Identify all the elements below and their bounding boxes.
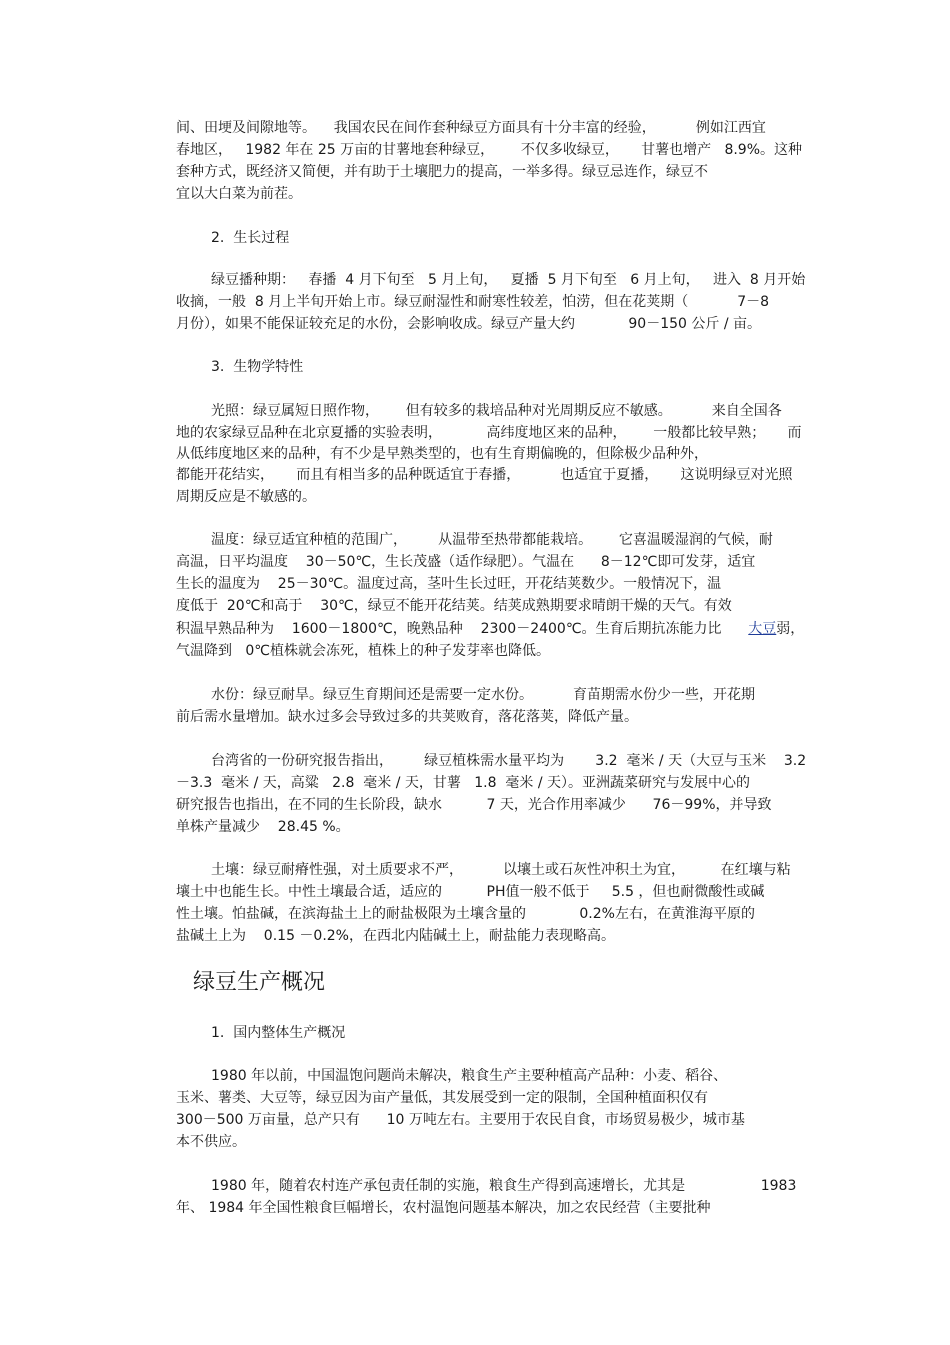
paragraph-soil-line: 土壤：绿豆耐瘠性强，对土质要求不严， 以壤土或石灰性冲积土为宜， 在红壤与粘	[211, 862, 791, 878]
paragraph-temperature-line: 高温，日平均温度 30－50℃，生长茂盛（适作绿肥）。气温在 8－12℃即可发芽，适宜	[176, 554, 756, 570]
paragraph-temperature-line: 度低于 20℃和高于 30℃，绿豆不能开花结荚。结荚成熟期要求晴朗干燥的天气。有效	[176, 598, 732, 614]
paragraph-light-line: 都能开花结实， 而且有相当多的品种既适宜于春播， 也适宜于夏播， 这说明绿豆对光照	[176, 467, 793, 483]
paragraph-water-line: 水份：绿豆耐旱。绿豆生育期间还是需要一定水份。 育苗期需水份少一些，开花期	[211, 687, 756, 703]
paragraph-soil-line: 性土壤。怕盐碱，在滨海盐土上的耐盐极限为土壤含量的 0.2%左右，在黄淮海平原的	[176, 906, 755, 922]
paragraph-intercropping-line: 春地区， 1982 年在 25 万亩的甘薯地套种绿豆， 不仅多收绿豆， 甘薯也增产 8.9%。这种	[176, 142, 803, 158]
paragraph-water-line: 前后需水量增加。缺水过多会导致过多的共荚败育，落花落荚，降低产量。	[176, 709, 638, 725]
paragraph-soil-line: 壤土中也能生长。中性土壤最合适，适应的 PH值一般不低于 5.5 ，但也耐微酸性或碱	[176, 884, 765, 900]
paragraph-intercropping-line: 间、田埂及间隙地等。 我国农民在间作套种绿豆方面具有十分丰富的经验， 例如江西宜	[176, 120, 766, 136]
section-heading-domestic-overview: 1. 国内整体生产概况	[211, 1025, 346, 1041]
section-heading-biological-traits: 3. 生物学特性	[211, 359, 304, 375]
temperature-line-text: 积温早熟品种为 1600－1800℃，晚熟品种 2300－2400℃。生育后期抗冻能力比	[176, 621, 749, 637]
paragraph-pre-1980-line: 玉米、薯类、大豆等，绿豆因为亩产量低，其发展受到一定的限制，全国种植面积仅有	[176, 1090, 708, 1106]
paragraph-1980-line: 年、 1984 年全国性粮食巨幅增长，农村温饱问题基本解决，加之农民经营（主要批种	[176, 1200, 711, 1216]
paragraph-temperature-line	[176, 619, 804, 639]
paragraph-light-line: 从低纬度地区来的品种，有不少是早熟类型的，也有生育期偏晚的，但除极少品种外，	[176, 446, 708, 462]
paragraph-temperature-line: 生长的温度为 25－30℃。温度过高，茎叶生长过旺，开花结荚数少。一般情况下，温	[176, 576, 722, 592]
section-heading-growth-process: 2. 生长过程	[211, 230, 290, 246]
paragraph-sowing-line: 月份），如果不能保证较充足的水份，会影响收成。绿豆产量大约 90－150 公斤 / 亩。	[176, 316, 762, 332]
temperature-line-tail: 弱，	[776, 621, 805, 637]
paragraph-temperature-line: 气温降到 0℃植株就会冻死，植株上的种子发芽率也降低。	[176, 643, 550, 659]
paragraph-sowing-line: 绿豆播种期： 春播 4 月下旬至 5 月上旬， 夏播 5 月下旬至 6 月上旬， 进入 8 月开始	[211, 272, 806, 288]
paragraph-intercropping-line: 套种方式，既经济又简便，并有助于土壤肥力的提高，一举多得。绿豆忌连作，绿豆不	[176, 164, 708, 180]
paragraph-taiwan-study-line: 研究报告也指出，在不同的生长阶段，缺水 7 天，光合作用率减少 76－99%，并导致	[176, 797, 772, 813]
paragraph-taiwan-study-line: －3.3 毫米 / 天，高粱 2.8 毫米 / 天，甘薯 1.8 毫米 / 天）。亚洲蔬菜研究与发展中心的	[176, 775, 751, 791]
paragraph-soil-line: 盐碱土上为 0.15 －0.2%，在西北内陆碱土上，耐盐能力表现略高。	[176, 928, 615, 944]
paragraph-sowing-line: 收摘，一般 8 月上半旬开始上市。绿豆耐湿性和耐寒性较差，怕涝，但在花荚期（ 7－8	[176, 294, 770, 310]
paragraph-light-line: 周期反应是不敏感的。	[176, 489, 316, 505]
paragraph-1980-line: 1980 年，随着农村连产承包责任制的实施，粮食生产得到高速增长，尤其是 1983	[211, 1178, 797, 1194]
paragraph-pre-1980-line: 本不供应。	[176, 1134, 246, 1150]
paragraph-intercropping-line: 宜以大白菜为前茬。	[176, 186, 302, 202]
paragraph-temperature-line: 温度：绿豆适宜种植的范围广， 从温带至热带都能栽培。 它喜温暖湿润的气候，耐	[211, 532, 773, 548]
paragraph-taiwan-study-line: 单株产量减少 28.45 %。	[176, 819, 350, 835]
paragraph-pre-1980-line: 300－500 万亩量，总产只有 10 万吨左右。主要用于农民自食，市场贸易极少，城市基	[176, 1112, 745, 1128]
paragraph-pre-1980-line: 1980 年以前，中国温饱问题尚未解决，粮食生产主要种植高产品种：小麦、稻谷、	[211, 1068, 728, 1084]
paragraph-light-line: 地的农家绿豆品种在北京夏播的实验表明， 高纬度地区来的品种， 一般都比较早熟； 而	[176, 425, 802, 441]
chapter-heading-production-overview: 绿豆生产概况	[193, 970, 326, 995]
paragraph-taiwan-study-line: 台湾省的一份研究报告指出， 绿豆植株需水量平均为 3.2 毫米 / 天（大豆与玉米 3.2	[211, 753, 807, 769]
soybean-link[interactable]: 大豆	[748, 621, 777, 637]
paragraph-light-line: 光照：绿豆属短日照作物， 但有较多的栽培品种对光周期反应不敏感。 来自全国各	[211, 403, 782, 419]
